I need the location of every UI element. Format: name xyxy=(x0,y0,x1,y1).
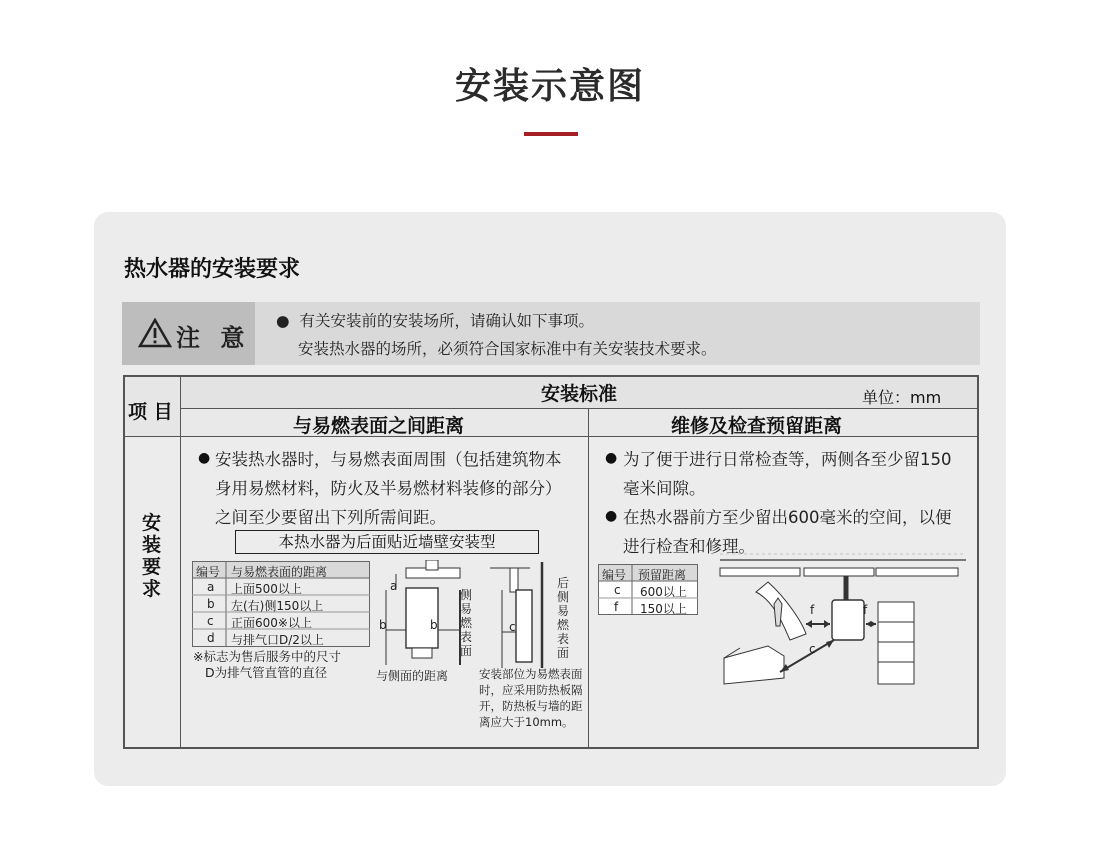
left-note-2: D为排气管直管的直径 xyxy=(205,665,328,680)
bullet-icon: ● xyxy=(276,312,290,330)
fig3-label-c: c xyxy=(809,642,816,656)
back-clearance-figure xyxy=(484,560,558,672)
left-mini-header-no: 编号 xyxy=(196,565,221,579)
right-requirement-text-1: 为了便于进行日常检查等，两侧各至少留150毫米间隙。 xyxy=(623,450,952,498)
left-bullet: ● xyxy=(198,450,211,466)
table-divider-columns xyxy=(588,408,589,748)
left-mini-row-b-key: b xyxy=(207,597,215,611)
col-maintenance-header: 维修及检查预留距离 xyxy=(671,415,843,437)
fig3-label-f-right: f xyxy=(863,603,868,617)
fig1-label-b-left: b xyxy=(379,618,387,632)
left-mini-row-b-val: 左(右)侧150以上 xyxy=(231,599,324,613)
warning-icon xyxy=(138,318,172,348)
fig1-label-a: a xyxy=(390,579,398,593)
left-mini-row-a-key: a xyxy=(207,580,215,594)
fig3-label-f-left: f xyxy=(810,603,815,617)
page-title: 安装示意图 xyxy=(454,66,645,107)
right-bullet-2: ● xyxy=(605,508,618,524)
left-mini-row-d-val: 与排气口D/2以上 xyxy=(231,633,324,647)
left-mini-header-distance: 与易燃表面的距离 xyxy=(231,565,328,579)
fig2-vertical-label: 后侧易燃表面 xyxy=(557,576,570,660)
left-mini-row-c-key: c xyxy=(207,614,214,628)
table-border-top xyxy=(123,375,979,377)
right-requirement-text-2: 在热水器前方至少留出600毫米的空间，以便进行检查和修理。 xyxy=(623,508,952,556)
left-mini-row-d-key: d xyxy=(207,631,215,645)
col-standard-header: 安装标准 xyxy=(541,383,618,405)
table-border-bottom xyxy=(123,747,979,749)
row-label: 安装要求 xyxy=(142,512,162,600)
table-divider-item xyxy=(180,375,181,749)
notice-line-1-text: 有关安装前的安装场所，请确认如下事项。 xyxy=(299,312,595,330)
card-title: 热水器的安装要求 xyxy=(124,257,301,282)
maintenance-clearance-figure xyxy=(716,552,972,692)
notice-line-2: 安装热水器的场所，必须符合国家标准中有关安装技术要求。 xyxy=(298,340,717,358)
boxed-install-type: 本热水器为后面贴近墙壁安装型 xyxy=(235,530,539,554)
left-mini-row-a-val: 上面500以上 xyxy=(231,582,302,596)
right-mini-header-no: 编号 xyxy=(602,568,627,582)
table-border-right xyxy=(977,375,979,749)
fig2-label-c: c xyxy=(509,620,516,634)
notice-label: 注 意 xyxy=(176,324,251,352)
right-mini-row-c-key: c xyxy=(614,583,621,597)
right-mini-header-distance: 预留距离 xyxy=(638,568,687,582)
right-mini-row-c-val: 600以上 xyxy=(640,585,687,599)
fig2-caption: 安装部位为易燃表面时，应采用防热板隔开，防热板与墙的距离应大于10mm。 xyxy=(479,667,583,729)
right-mini-row-f-key: f xyxy=(614,600,619,614)
title-accent-rule xyxy=(524,132,578,136)
col-flammable-header: 与易燃表面之间距离 xyxy=(293,415,465,437)
fig1-vertical-label: 侧易燃表面 xyxy=(460,588,473,658)
fig1-caption: 与侧面的距离 xyxy=(376,669,449,683)
table-divider-sub xyxy=(181,408,978,409)
notice-line-1 xyxy=(276,309,594,331)
left-mini-row-c-val: 正面600※以上 xyxy=(231,616,312,630)
fig1-label-b-right: b xyxy=(430,618,438,632)
right-bullet-1: ● xyxy=(605,450,618,466)
table-divider-header xyxy=(124,436,978,437)
table-border-left xyxy=(123,375,125,749)
left-requirement-text: 安装热水器时，与易燃表面周围（包括建筑物本身用易燃材料，防火及半易燃材料装修的部分）之间至少要留出下列所需间距。 xyxy=(215,450,562,527)
right-mini-row-f-val: 150以上 xyxy=(640,602,687,616)
col-item-header: 项 目 xyxy=(128,401,173,423)
left-note-1: ※标志为售后服务中的尺寸 xyxy=(193,649,341,664)
unit-label: 单位：mm xyxy=(862,388,942,407)
